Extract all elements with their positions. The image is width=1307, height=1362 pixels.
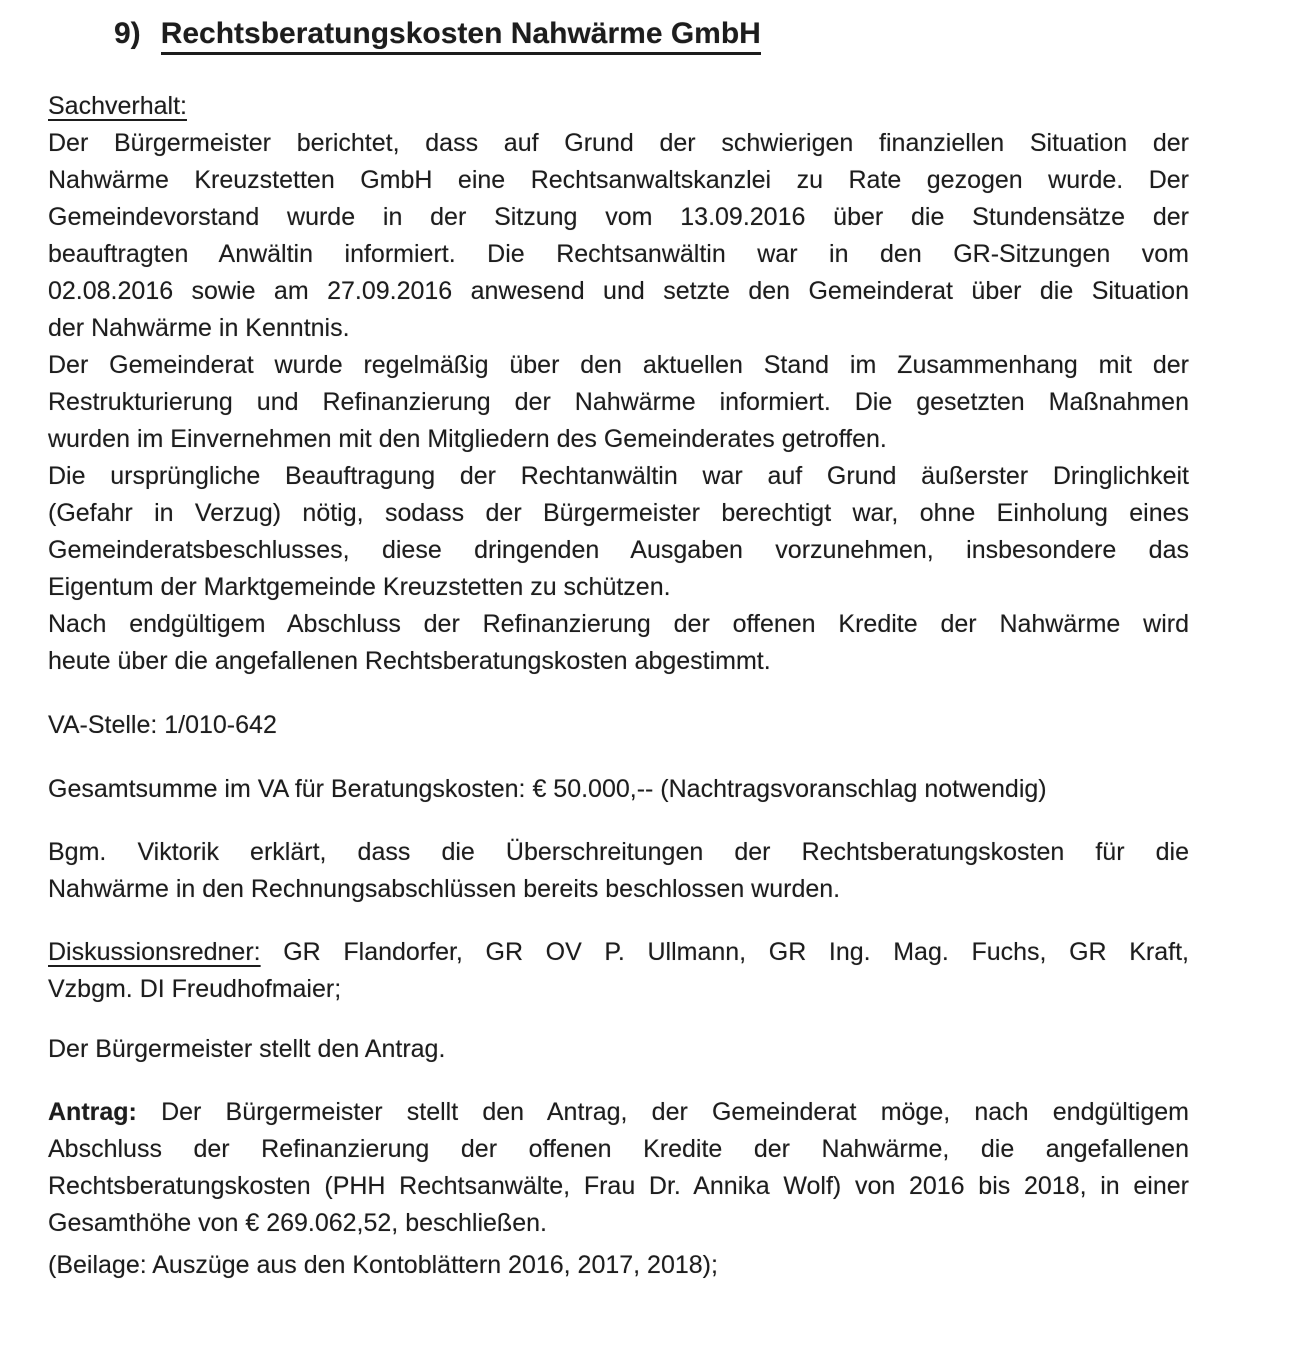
- sachverhalt-paragraph-3: [48, 458, 1189, 606]
- text-line: Nahwärme in den Rechnungsabschlüssen bereits beschlossen wurden.: [48, 875, 841, 903]
- text-line: Gemeinderatsbeschlusses, diese dringenden Ausgaben vorzunehmen, insbesondere das: [48, 536, 1189, 564]
- text-line: Gemeindevorstand wurde in der Sitzung vom 13.09.2016 über die Stundensätze der: [48, 203, 1189, 231]
- antrag-intro-line: Der Bürgermeister stellt den Antrag.: [48, 1035, 446, 1063]
- text-line: Abschluss der Refinanzierung der offenen Kredite der Nahwärme, die angefallenen: [48, 1135, 1189, 1163]
- text-line: 02.08.2016 sowie am 27.09.2016 anwesend und setzte den Gemeinderat über die Situation: [48, 277, 1189, 305]
- gesamtsumme-line: Gesamtsumme im VA für Beratungskosten: € 50.000,-- (Nachtragsvoranschlag notwendig): [48, 775, 1047, 803]
- diskussionsredner-label: Diskussionsredner:: [48, 938, 261, 966]
- section-heading: [114, 14, 1189, 54]
- text-line: beauftragten Anwältin informiert. Die Rechtsanwältin war in den GR-Sitzungen vom: [48, 240, 1189, 268]
- text-line: Rechtsberatungskosten (PHH Rechtsanwälte, Frau Dr. Annika Wolf) von 2016 bis 2018, in einer: [48, 1172, 1189, 1200]
- diskussionsredner-paragraph: [48, 934, 1189, 1008]
- text-line: Gesamthöhe von € 269.062,52, beschließen.: [48, 1209, 547, 1237]
- text-line: heute über die angefallenen Rechtsberatungskosten abgestimmt.: [48, 647, 771, 675]
- diskussionsredner-names: GR Flandorfer, GR OV P. Ullmann, GR Ing. Mag. Fuchs, GR Kraft,: [260, 938, 1189, 966]
- bgm-statement-paragraph: [48, 834, 1189, 908]
- text-line: [48, 934, 1189, 971]
- section-number: 9): [114, 17, 141, 50]
- antrag-label: Antrag:: [48, 1098, 137, 1126]
- beilage-line: (Beilage: Auszüge aus den Kontoblättern 2016, 2017, 2018);: [48, 1251, 718, 1279]
- va-stelle-line: VA-Stelle: 1/010-642: [48, 711, 277, 739]
- text-line: Bgm. Viktorik erklärt, dass die Überschreitungen der Rechtsberatungskosten für die: [48, 838, 1189, 866]
- section-title: Rechtsberatungskosten Nahwärme GmbH: [161, 17, 761, 55]
- text-line: wurden im Einvernehmen mit den Mitgliedern des Gemeinderates getroffen.: [48, 425, 887, 453]
- text-line: (Gefahr in Verzug) nötig, sodass der Bürgermeister berechtigt war, ohne Einholung eines: [48, 499, 1189, 527]
- antrag-paragraph: [48, 1094, 1189, 1242]
- text-line: [48, 1094, 1189, 1131]
- text-line: Nach endgültigem Abschluss der Refinanzierung der offenen Kredite der Nahwärme wird: [48, 610, 1189, 638]
- text-line: Der Gemeinderat wurde regelmäßig über den aktuellen Stand im Zusammenhang mit der: [48, 351, 1189, 379]
- text-line: Die ursprüngliche Beauftragung der Rechtanwältin war auf Grund äußerster Dringlichkeit: [48, 462, 1189, 490]
- sachverhalt-paragraph-2: [48, 347, 1189, 458]
- text-line: Vzbgm. DI Freudhofmaier;: [48, 975, 342, 1003]
- text-line: Nahwärme Kreuzstetten GmbH eine Rechtsanwaltskanzlei zu Rate gezogen wurde. Der: [48, 166, 1189, 194]
- text-line: Der Bürgermeister berichtet, dass auf Grund der schwierigen finanziellen Situation der: [48, 129, 1189, 157]
- sachverhalt-paragraph-1: [48, 125, 1189, 347]
- text-line: Eigentum der Marktgemeinde Kreuzstetten zu schützen.: [48, 573, 671, 601]
- text-line: der Nahwärme in Kenntnis.: [48, 314, 350, 342]
- text-line: Restrukturierung und Refinanzierung der Nahwärme informiert. Die gesetzten Maßnahmen: [48, 388, 1189, 416]
- sachverhalt-label: Sachverhalt:: [48, 92, 187, 120]
- antrag-text-start: Der Bürgermeister stellt den Antrag, der Gemeinderat möge, nach endgültigem: [136, 1098, 1189, 1126]
- sachverhalt-paragraph-4: [48, 606, 1189, 680]
